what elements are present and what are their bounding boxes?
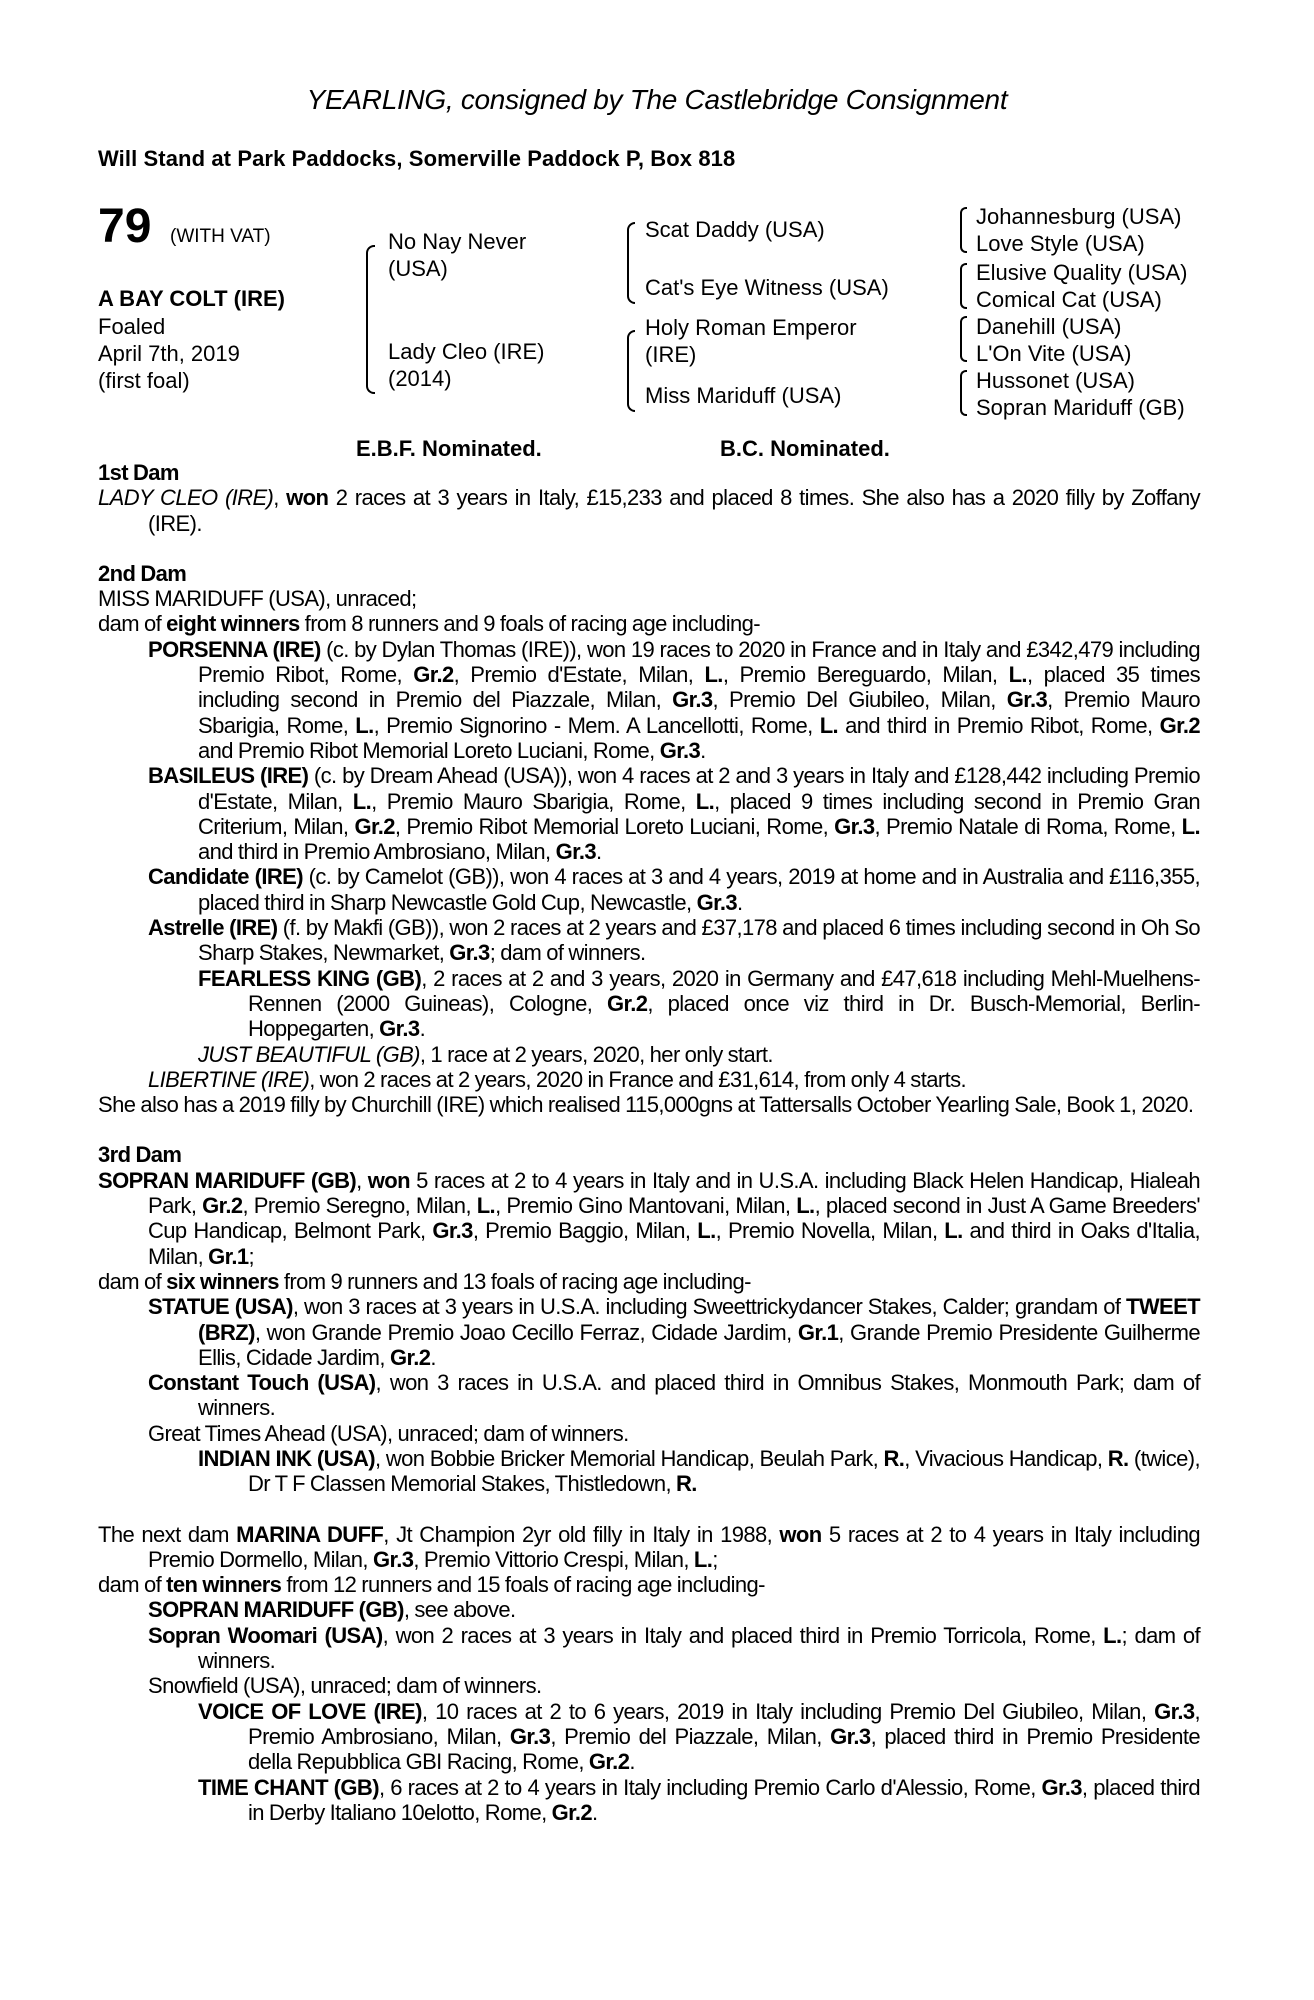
race-text: , Premio Baggio, Milan, [472, 1218, 698, 1244]
pedigree-g3-3: Elusive Quality (USA) [976, 260, 1188, 285]
lot-number: 79 [98, 200, 152, 253]
progeny-constant-touch [98, 1370, 1200, 1421]
progeny-just-beautiful [98, 1042, 1200, 1067]
horse-name: Astrelle (IRE) [148, 915, 278, 941]
grade: L. [352, 788, 372, 814]
pedigree-brace-g3-1 [960, 207, 967, 253]
progeny-voice-of-love [98, 1699, 1200, 1775]
race-text: ; [712, 1546, 718, 1572]
horse-name: PORSENNA (IRE) [148, 636, 321, 662]
progeny-libertine [98, 1067, 1200, 1092]
race-text: . [430, 1344, 436, 1370]
grade: Gr.3 [449, 940, 490, 966]
grade: Gr.2 [354, 813, 395, 839]
horse-name: SOPRAN MARIDUFF (GB) [98, 1167, 357, 1193]
first-foal-note: (first foal) [98, 368, 190, 393]
pedigree-g3-1: Johannesburg (USA) [976, 204, 1182, 229]
pedigree-g3-8: Sopran Mariduff (GB) [976, 395, 1185, 420]
race-text: . [737, 889, 743, 915]
grade: Gr.1 [208, 1243, 249, 1269]
progeny-basileus [98, 763, 1200, 864]
grade: Gr.2 [551, 1799, 593, 1825]
grade: L. [697, 1218, 716, 1244]
first-dam-heading: 1st Dam [98, 460, 179, 485]
horse-name: VOICE OF LOVE (IRE) [198, 1698, 422, 1724]
dam-of-suffix: from 8 runners and 9 foals of racing age including- [299, 611, 760, 637]
second-dam-summary [98, 611, 1200, 636]
horse-name: Sopran Woomari (USA) [148, 1622, 383, 1648]
pedigree-dam-sire-line1: Holy Roman Emperor [645, 315, 857, 340]
progeny-time-chant [98, 1775, 1200, 1826]
dam-of-suffix: from 9 runners and 13 foals of racing age including- [278, 1268, 751, 1294]
pedigree-g3-7: Hussonet (USA) [976, 368, 1135, 393]
race-text: (f. by Makfi (GB)), won 2 races at 2 years and £37,178 and placed 6 times including second in Oh So Sharp Stakes, Newmarket, [198, 915, 1200, 966]
race-text: , placed 35 times including second in Premio del Piazzale, Milan, [198, 662, 1200, 713]
third-dam-entry: SOPRAN MARIDUFF (GB), won 5 races at 2 to 4 years in Italy and in U.S.A. including Black Helen Handicap, Hialeah Park, Gr.2, Premio Seregno, Milan, L., Premio Gino Mantovani, Milan, L., placed second in Just A Game Breeders' Cup Handicap, Belmont Park, Gr.3, Premio Baggio, Milan, L., Premio Novella, Milan, L. and third in Oaks d'Italia, Milan, Gr.1; [98, 1167, 1200, 1269]
next-dam-entry [98, 1522, 1200, 1573]
grade: Gr.3 [372, 1546, 414, 1572]
race-text: 5 races at 2 to 4 years in Italy including Premio Dormello, Milan, [148, 1521, 1200, 1572]
horse-name: JUST BEAUTIFUL (GB) [198, 1041, 420, 1067]
progeny-snowfield: Snowfield (USA), unraced; dam of winners. [148, 1673, 542, 1699]
horse-description: A BAY COLT (IRE) [98, 286, 286, 311]
grade: L. [1008, 662, 1027, 688]
grade: Gr.3 [659, 737, 701, 763]
horse-name: TWEET (BRZ) [198, 1294, 1200, 1345]
won-label: won [367, 1167, 410, 1193]
horse-name: INDIAN INK (USA) [198, 1445, 376, 1471]
race-text: ; dam of winners. [198, 1622, 1201, 1674]
grade: L. [944, 1218, 963, 1244]
grade: Gr.3 [834, 813, 875, 839]
race-text: . [700, 737, 706, 763]
horse-name: Candidate (IRE) [148, 864, 303, 890]
pedigree-sire-sire: Scat Daddy (USA) [645, 217, 825, 242]
grade: Gr.1 [797, 1319, 839, 1345]
pedigree-brace-dam [627, 330, 635, 412]
race-text: , Grande Premio Presidente Guilherme Ellis, Cidade Jardim, [198, 1319, 1200, 1370]
horse-name: Constant Touch (USA) [148, 1370, 376, 1396]
next-dam-summary [98, 1572, 1200, 1597]
race-text: . [595, 839, 602, 865]
grade: Gr.3 [432, 1218, 473, 1244]
race-text: , Jt Champion 2yr old filly in Italy in 1988, [383, 1521, 780, 1547]
pedigree-sire-dam: Cat's Eye Witness (USA) [645, 275, 889, 300]
dam-of-prefix: dam of [98, 611, 167, 637]
race-text: , Premio Natale di Roma, Rome, [874, 813, 1182, 839]
catalogue-page-title: YEARLING, consigned by The Castlebridge Consignment [306, 84, 1008, 115]
horse-name: BASILEUS (IRE) [148, 763, 309, 789]
pedigree-brace-g3-4 [960, 370, 967, 416]
pedigree-g3-4: Comical Cat (USA) [976, 287, 1162, 312]
foaled-label: Foaled [98, 314, 166, 339]
grade: Gr.2 [389, 1344, 431, 1370]
progeny-fearless-king [98, 966, 1200, 1042]
horse-name: MARINA DUFF [236, 1521, 384, 1547]
race-text: , Premio Signorino - Mem. A Lancellotti, Rome, [373, 712, 820, 738]
race-text: , Premio Gino Mantovani, Milan, [495, 1193, 797, 1219]
grade: L. [704, 662, 723, 688]
grade: Gr.3 [555, 839, 596, 865]
grade: L. [1181, 813, 1201, 839]
race-text: , Premio Vittorio Crespi, Milan, [413, 1546, 694, 1572]
grade: Gr.3 [696, 889, 737, 915]
race-text: , won Grande Premio Joao Cecillo Ferraz, Cidade Jardim, [254, 1319, 798, 1345]
horse-name: LIBERTINE (IRE) [148, 1066, 310, 1092]
race-text: and third in Premio Ambrosiano, Milan, [198, 839, 556, 865]
grade: Gr.2 [588, 1749, 630, 1775]
dam-of-suffix: from 12 runners and 15 foals of racing age including- [281, 1572, 765, 1598]
race-text: , 6 races at 2 to 4 years in Italy including Premio Carlo d'Alessio, Rome, [378, 1774, 1042, 1800]
dam-of-prefix: dam of [98, 1572, 167, 1598]
race-text: , placed once viz third in Dr. Busch-Memorial, Berlin-Hoppegarten, [248, 990, 1200, 1042]
grade: Gr.3 [509, 1723, 551, 1749]
race-text: , won 3 races in U.S.A. and placed third in Omnibus Stakes, Monmouth Park; dam of winners. [198, 1370, 1200, 1421]
progeny-candidate [98, 864, 1200, 915]
grade: Gr.3 [379, 1016, 420, 1042]
progeny-sopran-woomari [98, 1623, 1200, 1674]
race-text: 5 races at 2 to 4 years in Italy and in U.S.A. including Black Helen Handicap, Hialeah Park, [148, 1167, 1200, 1219]
race-text: , 2 races at 2 and 3 years, 2020 in Germany and £47,618 including Mehl-Muelhens-Rennen (2000 Guineas), Cologne, [248, 965, 1200, 1016]
third-dam-heading: 3rd Dam [98, 1142, 182, 1168]
race-text: , placed 9 times including second in Premio Gran Criterium, Milan, [198, 788, 1200, 839]
race-text: , Premio del Piazzale, Milan, [550, 1723, 831, 1749]
first-dam-name: LADY CLEO (IRE) [98, 485, 274, 511]
second-dam-closing: She also has a 2019 filly by Churchill (IRE) which realised 115,000gns at Tattersalls October Yearling Sale, Book 1, 2020. [98, 1092, 1194, 1118]
progeny-great-times-ahead: Great Times Ahead (USA), unraced; dam of winners. [148, 1420, 629, 1446]
horse-name: FEARLESS KING (GB) [198, 965, 422, 991]
pedigree-dam-sire-line2: (IRE) [645, 342, 697, 367]
grade: R. [676, 1471, 697, 1497]
grade: Gr.2 [202, 1193, 243, 1219]
pedigree-dam [388, 338, 545, 392]
race-text: and Premio Ribot Memorial Loreto Luciani, Rome, [198, 737, 660, 763]
race-text: , see above. [403, 1597, 516, 1623]
grade: Gr.3 [830, 1723, 871, 1749]
pedigree-brace-gen1 [366, 245, 375, 394]
grade: L. [695, 788, 715, 814]
progeny-porsenna [98, 637, 1200, 763]
race-text: . [419, 1016, 426, 1042]
grade: R. [883, 1445, 905, 1471]
race-text: , 1 race at 2 years, 2020, her only start. [419, 1041, 773, 1067]
pedigree-brace-g3-3 [960, 316, 967, 362]
pedigree-dam-sire [645, 314, 857, 368]
next-dam-prefix: The next dam [98, 1521, 237, 1547]
ebf-nomination: E.B.F. Nominated. [356, 436, 542, 461]
race-text: , placed third in Premio Presidente della Repubblica GBI Racing, Rome, [248, 1723, 1200, 1775]
race-text: and third in Oaks d'Italia, Milan, [148, 1218, 1200, 1269]
winners-count: six winners [166, 1268, 279, 1294]
grade: L. [819, 712, 839, 738]
third-dam-summary [98, 1269, 1200, 1294]
race-text: , placed second in Just A Game Breeders' Cup Handicap, Belmont Park, [148, 1193, 1200, 1244]
progeny-astrelle [98, 915, 1200, 966]
race-text: ; dam of winners. [489, 940, 646, 966]
race-text: , Premio d'Estate, Milan, [453, 662, 705, 688]
winners-count: eight winners [166, 611, 300, 637]
race-text: (c. by Dream Ahead (USA)), won 4 races at 2 and 3 years in Italy and £128,442 including Premio d'Estate, Milan, [198, 763, 1200, 814]
race-text: (c. by Camelot (GB)), won 4 races at 3 and 4 years, 2019 at home and in Australia and £116,355, placed third in Sharp Newcastle Gold Cup, Newcastle, [198, 864, 1200, 915]
pedigree-brace-g3-2 [960, 263, 967, 309]
won-label: won [286, 485, 329, 511]
race-text: , Premio Novella, Milan, [715, 1218, 945, 1244]
pedigree-sire [388, 228, 526, 282]
race-text: and third in Premio Ribot, Rome, [838, 712, 1160, 738]
grade: Gr.2 [413, 662, 454, 688]
second-dam-intro: MISS MARIDUFF (USA), unraced; [98, 586, 417, 612]
pedigree-sire-line1: No Nay Never [388, 229, 527, 254]
race-text: (twice), Dr T F Classen Memorial Stakes, Thistledown, [248, 1445, 1200, 1497]
grade: L. [1103, 1622, 1122, 1648]
grade: Gr.2 [606, 990, 648, 1016]
race-text: , won Bobbie Bricker Memorial Handicap, Beulah Park, [375, 1445, 884, 1471]
second-dam-heading: 2nd Dam [98, 560, 187, 586]
race-text: , Vivacious Handicap, [904, 1445, 1108, 1471]
race-text: , Premio Mauro Sbarigia, Rome, [371, 788, 696, 814]
horse-name: SOPRAN MARIDUFF (GB) [148, 1597, 404, 1623]
grade: Gr.3 [1154, 1698, 1195, 1724]
produce-record [98, 460, 1200, 1825]
race-text: (c. by Dylan Thomas (IRE)), won 19 races to 2020 in France and in Italy and £342,479 including Premio Ribot, Rome, [198, 636, 1200, 688]
grade: L. [476, 1193, 496, 1219]
race-text: , Premio Seregno, Milan, [242, 1193, 477, 1219]
race-text: , won 2 races at 2 years, 2020 in France and £31,614, from only 4 starts. [309, 1066, 967, 1092]
grade: Gr.3 [1006, 687, 1048, 713]
grade: L. [355, 712, 374, 738]
race-text: ; [248, 1243, 255, 1269]
race-text: , Premio Del Giubileo, Milan, [712, 687, 1007, 713]
progeny-sopran-mariduff [98, 1597, 1200, 1622]
race-text: , Premio Bereguardo, Milan, [722, 662, 1009, 688]
foaled-date: April 7th, 2019 [98, 341, 240, 366]
stabling-location: Will Stand at Park Paddocks, Somerville Paddock P, Box 818 [98, 146, 736, 171]
pedigree-g3-5: Danehill (USA) [976, 314, 1122, 339]
bc-nomination: B.C. Nominated. [720, 436, 890, 461]
progeny-statue [98, 1294, 1200, 1370]
grade: L. [796, 1193, 815, 1219]
race-text: . [629, 1749, 635, 1775]
pedigree-dam-line2: (2014) [388, 366, 452, 391]
race-text: , Premio Mauro Sbarigia, Rome, [198, 687, 1201, 738]
first-dam-entry: LADY CLEO (IRE), won 2 races at 3 years in Italy, £15,233 and placed 8 times. She also has a 2020 filly by Zoffany (IRE). [98, 485, 1200, 536]
winners-count: ten winners [166, 1572, 282, 1598]
race-text: . [592, 1799, 598, 1825]
grade: L. [693, 1546, 713, 1572]
pedigree-g3-2: Love Style (USA) [976, 231, 1145, 256]
dam-of-prefix: dam of [98, 1268, 167, 1294]
vat-note: (WITH VAT) [170, 226, 271, 247]
pedigree-sire-line2: (USA) [388, 256, 448, 281]
grade: Gr.3 [1041, 1774, 1082, 1800]
pedigree-g3-6: L'On Vite (USA) [976, 341, 1132, 366]
horse-name: STATUE (USA) [148, 1294, 293, 1320]
race-text: , won 3 races at 3 years in U.S.A. including Sweettrickydancer Stakes, Calder; grandam of [292, 1294, 1126, 1320]
progeny-indian-ink [98, 1446, 1200, 1497]
grade: Gr.3 [672, 687, 713, 713]
race-text: , Premio Ambrosiano, Milan, [248, 1698, 1200, 1749]
pedigree-brace-sire [627, 222, 635, 304]
grade: R. [1107, 1445, 1129, 1471]
race-text: , placed third in Derby Italiano 10elotto, Rome, [248, 1774, 1201, 1825]
race-text: , Premio Ribot Memorial Loreto Luciani, Rome, [394, 813, 835, 839]
won-label: won [779, 1521, 822, 1547]
first-dam-text: 2 races at 3 years in Italy, £15,233 and placed 8 times. She also has a 2020 filly by Zoffany (IRE). [148, 485, 1200, 536]
grade: Gr.2 [1159, 712, 1200, 738]
pedigree-dam-line1: Lady Cleo (IRE) [388, 339, 545, 364]
horse-name: TIME CHANT (GB) [198, 1774, 379, 1800]
pedigree-dam-dam: Miss Mariduff (USA) [645, 383, 842, 408]
race-text: , 10 races at 2 to 6 years, 2019 in Italy including Premio Del Giubileo, Milan, [421, 1698, 1155, 1724]
race-text: , won 2 races at 3 years in Italy and placed third in Premio Torricola, Rome, [382, 1622, 1104, 1648]
